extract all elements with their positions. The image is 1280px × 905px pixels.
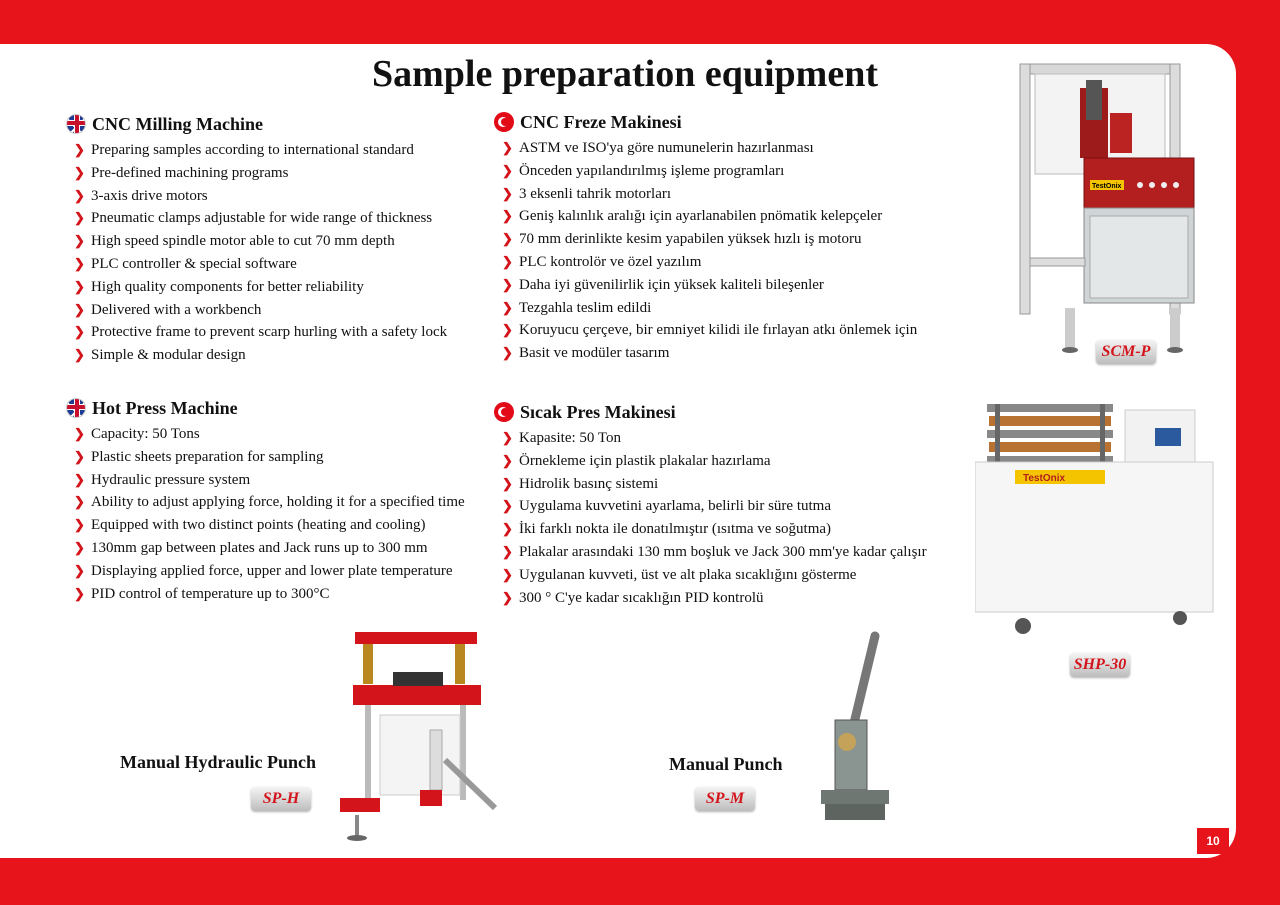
press-en-section	[66, 396, 465, 605]
model-badge-scm-p: SCM-P	[1096, 340, 1156, 364]
cnc-en-heading: CNC Milling Machine	[92, 113, 263, 134]
page-title: Sample preparation equipment	[371, 53, 878, 95]
uk-flag-icon	[66, 398, 86, 418]
list-item: ❯ 3-axis drive motors	[66, 185, 447, 208]
list-item: ❯ Uygulama kuvvetini ayarlama, belirli bir süre tutma	[494, 495, 927, 518]
list-item: ❯ 130mm gap between plates and Jack runs up to 300 mm	[66, 537, 465, 560]
list-item: ❯ Önceden yapılandırılmış işleme programları	[494, 160, 917, 183]
list-item: ❯ 3 eksenli tahrik motorları	[494, 183, 917, 206]
list-item: ❯ 300 ° C'ye kadar sıcaklığın PID kontrolü	[494, 587, 927, 610]
bottom-band	[0, 858, 1280, 905]
cnc-en-section	[66, 112, 447, 367]
turkey-flag-icon	[494, 402, 514, 422]
list-item: ❯ Basit ve modüler tasarım	[494, 342, 917, 365]
cnc-machine-image	[1010, 58, 1200, 358]
caption-manual-punch: Manual Punch	[669, 754, 783, 774]
list-item: ❯ Pre-defined machining programs	[66, 162, 447, 185]
brand-logo: TestOnix	[1023, 473, 1066, 484]
list-item: ❯ Pneumatic clamps adjustable for wide range of thickness	[66, 207, 447, 230]
turkey-flag-icon	[494, 112, 514, 132]
model-badge-shp-30: SHP-30	[1070, 653, 1130, 677]
page-number: 10	[1197, 828, 1229, 854]
list-item: ❯ PID control of temperature up to 300°C	[66, 583, 465, 606]
list-item: ❯ High speed spindle motor able to cut 70 mm depth	[66, 230, 447, 253]
list-item: ❯ Tezgahla teslim edildi	[494, 297, 917, 320]
list-item: ❯ Plastic sheets preparation for sampling	[66, 446, 465, 469]
list-item: ❯ Örnekleme için plastik plakalar hazırlama	[494, 450, 927, 473]
list-item: ❯ 70 mm derinlikte kesim yapabilen yüksek hızlı iş motoru	[494, 228, 917, 251]
model-badge-sp-h: SP-H	[251, 787, 311, 811]
cnc-tr-section	[494, 110, 917, 365]
list-item: ❯ PLC controller & special software	[66, 253, 447, 276]
list-item: ❯ Delivered with a workbench	[66, 299, 447, 322]
press-tr-heading: Sıcak Pres Makinesi	[520, 401, 676, 422]
uk-flag-icon	[66, 114, 86, 134]
press-en-heading: Hot Press Machine	[92, 397, 238, 418]
hot-press-image	[975, 398, 1220, 643]
list-item: ❯ Daha iyi güvenilirlik için yüksek kaliteli bileşenler	[494, 274, 917, 297]
top-band	[0, 0, 1280, 46]
press-tr-header	[494, 400, 927, 424]
list-item: ❯ Kapasite: 50 Ton	[494, 427, 927, 450]
cnc-en-list	[66, 139, 447, 367]
list-item: ❯ Koruyucu çerçeve, bir emniyet kilidi ile fırlayan atkı önlemek için	[494, 319, 917, 342]
list-item: ❯ Simple & modular design	[66, 344, 447, 367]
press-en-list	[66, 423, 465, 605]
list-item: ❯ Hidrolik basınç sistemi	[494, 473, 927, 496]
list-item: ❯ Equipped with two distinct points (heating and cooling)	[66, 514, 465, 537]
cnc-en-header	[66, 112, 447, 136]
list-item: ❯ Ability to adjust applying force, holding it for a specified time	[66, 491, 465, 514]
list-item: ❯ Protective frame to prevent scarp hurling with a safety lock	[66, 321, 447, 344]
list-item: ❯ Preparing samples according to international standard	[66, 139, 447, 162]
list-item: ❯ High quality components for better reliability	[66, 276, 447, 299]
list-item: ❯ Displaying applied force, upper and lower plate temperature	[66, 560, 465, 583]
list-item: ❯ PLC kontrolör ve özel yazılım	[494, 251, 917, 274]
list-item: ❯ Geniş kalınlık aralığı için ayarlanabilen pnömatik kelepçeler	[494, 205, 917, 228]
brand-logo: TestOnix	[1092, 183, 1122, 190]
manual-punch-image	[815, 630, 895, 825]
list-item: ❯ ASTM ve ISO'ya göre numunelerin hazırlanması	[494, 137, 917, 160]
press-tr-section	[494, 400, 927, 609]
model-badge-sp-m: SP-M	[695, 787, 755, 811]
list-item: ❯ Uygulanan kuvveti, üst ve alt plaka sıcaklığını gösterme	[494, 564, 927, 587]
press-en-header	[66, 396, 465, 420]
cnc-tr-list	[494, 137, 917, 365]
hydraulic-punch-image	[335, 630, 510, 845]
press-tr-list	[494, 427, 927, 609]
list-item: ❯ Hydraulic pressure system	[66, 469, 465, 492]
list-item: ❯ Plakalar arasındaki 130 mm boşluk ve Jack 300 mm'ye kadar çalışır	[494, 541, 927, 564]
list-item: ❯ Capacity: 50 Tons	[66, 423, 465, 446]
list-item: ❯ İki farklı nokta ile donatılmıştır (ısıtma ve soğutma)	[494, 518, 927, 541]
caption-manual-hydraulic-punch: Manual Hydraulic Punch	[120, 752, 317, 772]
cnc-tr-header	[494, 110, 917, 134]
cnc-tr-heading: CNC Freze Makinesi	[520, 111, 682, 132]
